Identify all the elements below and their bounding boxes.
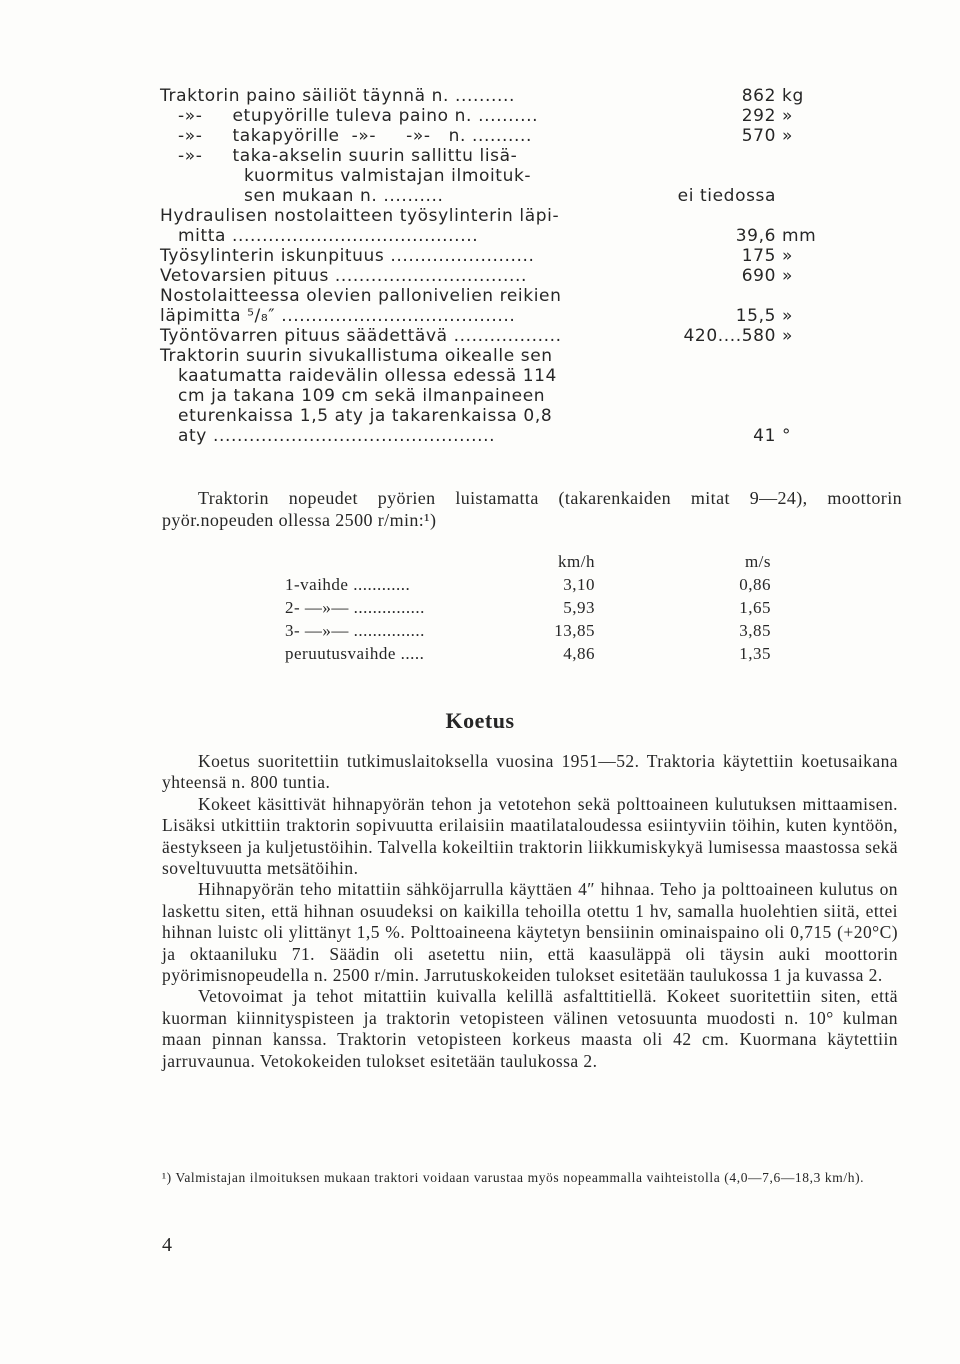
- paragraph: Kokeet käsittivät hihnapyörän tehon ja vetotehon sekä polttoaineen kulutuksen mittaamisen. Lisäksi utkittiin traktorin sopivuutta erilaisiin maatilataloudessa esiintyviin töihin, kuten kyntöön, äestykseen ja kuljetustöihin. Talvella kokeiltiin traktorin liikkumiskykyä lumisessa maastossa sekä soveltuvuutta metsätöihin.: [162, 793, 898, 879]
- spec-label-line: Vetovarsien pituus ................................: [160, 266, 528, 286]
- spec-value: [716, 426, 820, 446]
- paragraph: Koetus suoritettiin tutkimuslaitoksella vuosina 1951—52. Traktoria käytettiin koetusaikana yhteensä n. 800 tuntia.: [162, 751, 898, 793]
- spec-number: 420....580: [683, 326, 776, 346]
- spec-label-line: Traktorin suurin sivukallistuma oikealle sen: [160, 346, 553, 366]
- spec-label-line: sen mukaan n. ..........: [160, 186, 444, 206]
- spec-value: [683, 326, 820, 346]
- speed-kmh: 5,93: [563, 598, 595, 617]
- spec-label-line: -»- taka-akselin suurin sallittu lisä-: [160, 146, 518, 166]
- paragraph: Vetovoimat ja tehot mitattiin kuivalla kelillä asfalttitiellä. Kokeet suoritettiin siten, että kuorman kiinnityspisteen ja traktorin vetopisteen välinen vetosuunta muodosti n. 10° kulman maan pinnan kanssa. Traktorin vetopisteen korkeus maasta oli 42 cm. Kuormana käytettiin jarruvaunua. Vetokokeiden tulokset esitetään taulukossa 2.: [162, 986, 898, 1071]
- spec-label: [160, 266, 616, 286]
- spec-row: [160, 126, 860, 146]
- table-row: [285, 619, 805, 642]
- spec-row: [160, 106, 860, 126]
- spec-label-line: Hydraulisen nostolaitteen työsylinterin läpi-: [160, 206, 560, 226]
- spec-unit: °: [782, 426, 792, 446]
- spec-unit: »: [782, 126, 794, 146]
- footnote: [162, 1168, 898, 1187]
- spec-number: 175: [741, 246, 776, 266]
- spec-row: [160, 266, 860, 286]
- spec-value: [678, 186, 820, 206]
- spec-label: [160, 326, 616, 346]
- body-text: [162, 751, 898, 1072]
- spec-number: 690: [741, 266, 776, 286]
- header-gear: [285, 550, 485, 573]
- spec-label-line: Nostolaitteessa olevien pallonivelien reikien: [160, 286, 562, 306]
- spec-label-line: Työntövarren pituus säädettävä ..................: [160, 326, 562, 346]
- spec-label: [160, 86, 616, 106]
- spec-label-line: kuormitus valmistajan ilmoituk-: [160, 166, 532, 186]
- speed-ms: 0,86: [739, 575, 771, 594]
- spec-value: [716, 246, 820, 266]
- spec-value: [716, 306, 820, 326]
- spec-unit: »: [782, 306, 794, 326]
- spec-value: [716, 266, 820, 286]
- spec-number: 292: [741, 106, 776, 126]
- spec-label: [160, 286, 616, 326]
- spec-label: [160, 206, 616, 246]
- spec-label-line: eturenkaissa 1,5 aty ja takarenkaissa 0,8: [160, 406, 553, 426]
- table-row: [285, 573, 805, 596]
- spec-unit: »: [782, 106, 794, 126]
- speed-kmh: 13,85: [554, 621, 595, 640]
- spec-label-line: kaatumatta raidevälin ollessa edessä 114: [160, 366, 557, 386]
- spec-number: 41: [753, 426, 776, 446]
- spec-value: [716, 86, 820, 106]
- spec-row: [160, 286, 860, 326]
- spec-label-line: läpimitta ⁵/₈″ .......................................: [160, 306, 516, 326]
- speed-intro: [162, 487, 902, 531]
- spec-value: [716, 126, 820, 146]
- spec-label-line: Traktorin paino säiliöt täynnä n. ..........: [160, 86, 516, 106]
- gear-label: 3- —»— ...............: [285, 621, 425, 640]
- footnote-text: ¹) Valmistajan ilmoituksen mukaan traktori voidaan varustaa myös nopeammalla vaihteistolla (4,0—7,6—18,3 km/h).: [162, 1170, 865, 1185]
- spec-list: [160, 86, 860, 446]
- spec-label: [160, 246, 616, 266]
- paragraph: Hihnapyörän teho mitattiin sähköjarrulla käyttäen 4″ hihnaa. Teho ja polttoaineen kulutus on laskettu siten, että hihnan osuudeksi on kaikilla tehoilla otettu 1 hv, samalla huolehtien siitä, ettei hihnan luistc oli ylittänyt 1,5 %. Polttoaineena käytetyn bensiinin ominaispaino oli 0,715 (+20°C) ja oktaaniluku 71. Säädin oli asetettu niin, että kaasuläppä oli täysin auki moottorin pyörimisnopeudella n. 2500 r/min. Jarrutuskokeiden tulokset esitetään taulukossa 1 ja kuvassa 2.: [162, 879, 898, 986]
- spec-row: [160, 206, 860, 246]
- spec-row: [160, 346, 860, 446]
- speed-ms: 1,35: [739, 644, 771, 663]
- spec-value: [716, 226, 820, 246]
- table-row: [285, 642, 805, 665]
- spec-label: [160, 346, 616, 446]
- page-number: 4: [162, 1234, 172, 1256]
- spec-number: 39,6: [735, 226, 776, 246]
- spec-label-line: Työsylinterin iskunpituus ........................: [160, 246, 535, 266]
- spec-row: [160, 86, 860, 106]
- speed-table: [285, 550, 805, 665]
- spec-number: 570: [741, 126, 776, 146]
- spec-label: [160, 146, 616, 206]
- gear-label: peruutusvaihde .....: [285, 644, 425, 663]
- spec-number: ei tiedossa: [677, 186, 776, 206]
- spec-unit: »: [782, 246, 794, 266]
- section-heading: Koetus: [445, 708, 515, 733]
- speed-table-header: [285, 550, 805, 573]
- spec-row: [160, 326, 860, 346]
- spec-label-line: -»- takapyörille -»- -»- n. ..........: [160, 126, 533, 146]
- spec-unit: »: [782, 326, 794, 346]
- table-row: [285, 596, 805, 619]
- speed-intro-text: Traktorin nopeudet pyörien luistamatta (takarenkaiden mitat 9—24), moottorin pyör.nopeuden ollessa 2500 r/min:¹): [162, 488, 902, 530]
- spec-label-line: aty ...............................................: [160, 426, 496, 446]
- gear-label: 2- —»— ...............: [285, 598, 425, 617]
- spec-label-line: mitta .........................................: [160, 226, 479, 246]
- speed-ms: 1,65: [739, 598, 771, 617]
- spec-unit: kg: [782, 86, 804, 106]
- spec-label: [160, 106, 616, 126]
- spec-unit: »: [782, 266, 794, 286]
- speed-ms: 3,85: [739, 621, 771, 640]
- spec-label-line: -»- etupyörille tuleva paino n. ..........: [160, 106, 539, 126]
- gear-label: 1-vaihde ............: [285, 575, 411, 594]
- spec-row: [160, 146, 860, 206]
- speed-kmh: 4,86: [563, 644, 595, 663]
- spec-number: 862: [741, 86, 776, 106]
- header-ms: m/s: [744, 552, 771, 571]
- spec-label: [160, 126, 616, 146]
- header-kmh: km/h: [558, 552, 595, 571]
- spec-unit: mm: [782, 226, 817, 246]
- spec-number: 15,5: [735, 306, 776, 326]
- speed-kmh: 3,10: [563, 575, 595, 594]
- spec-label-line: cm ja takana 109 cm sekä ilmanpaineen: [160, 386, 546, 406]
- spec-row: [160, 246, 860, 266]
- spec-value: [716, 106, 820, 126]
